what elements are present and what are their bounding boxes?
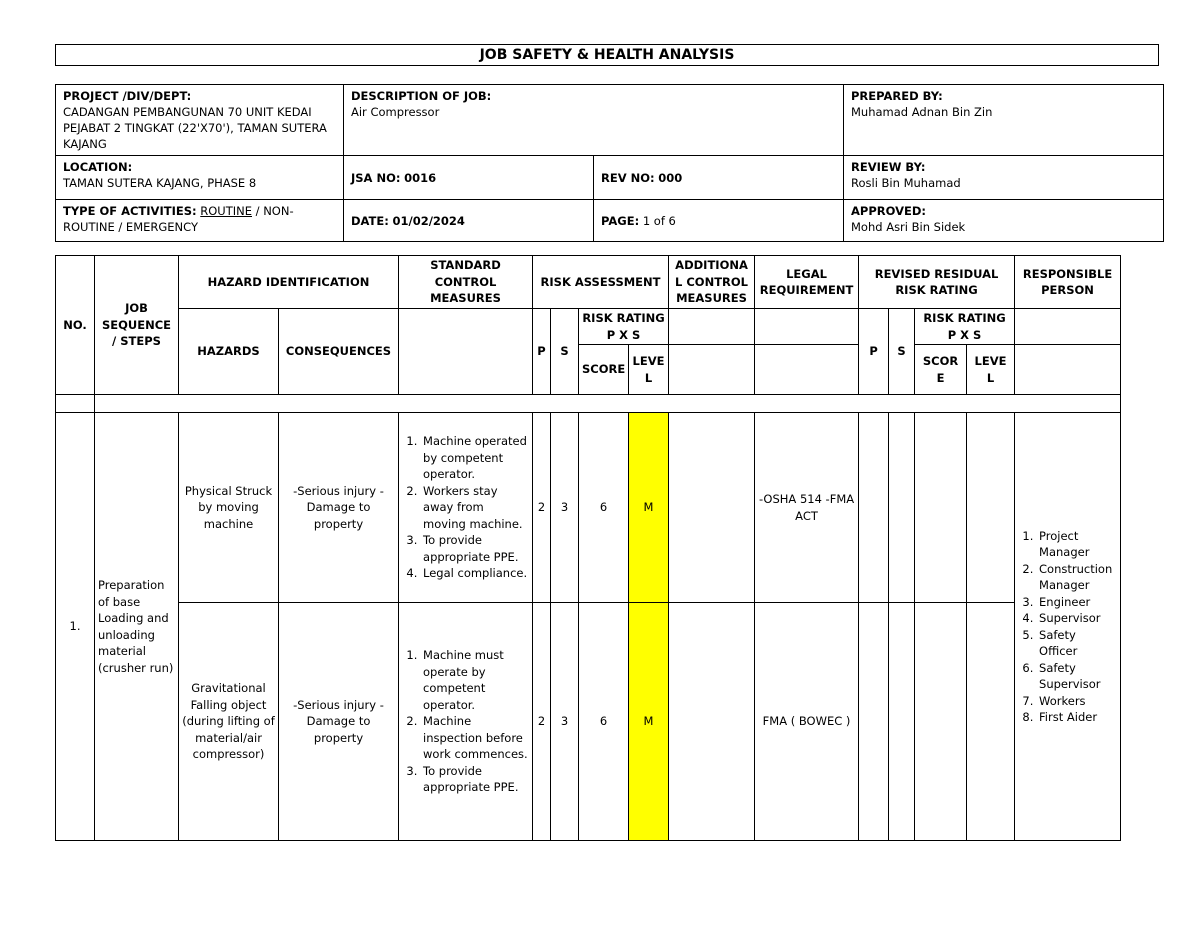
activities-cell <box>56 200 344 242</box>
hazard-2: Gravitational Falling object (during lifting of material/air compressor) <box>179 603 279 841</box>
p-2: 2 <box>533 603 551 841</box>
activities-routine: ROUTINE <box>200 204 253 218</box>
header-revised-p: P <box>859 309 889 395</box>
location-value: TAMAN SUTERA KAJANG, PHASE 8 <box>63 176 257 190</box>
page-label: PAGE: <box>601 213 640 228</box>
header-level: LEVE L <box>629 345 669 395</box>
header-standard-control-blank <box>399 309 533 395</box>
rev-no-label: REV NO: <box>601 170 655 185</box>
header-standard-control: STANDARD CONTROL MEASURES <box>399 256 533 309</box>
page-value: 1 of 6 <box>642 213 676 228</box>
level-1: M <box>629 413 669 603</box>
responsible-item: 5. Safety Officer <box>1037 627 1117 660</box>
job-info-table <box>55 84 1164 242</box>
responsible-item: 7. Workers <box>1037 693 1117 710</box>
header-no: NO. <box>56 256 95 395</box>
score-1: 6 <box>579 413 629 603</box>
header-revised-risk-rating: RISK RATING P X S <box>915 309 1015 345</box>
location-label: LOCATION: <box>63 160 133 174</box>
rev-no-value: 000 <box>658 170 683 185</box>
additional-1 <box>669 413 755 603</box>
jsa-no-label: JSA NO: <box>351 170 401 185</box>
s-1: 3 <box>551 413 579 603</box>
header-revised-level: LEVE L <box>967 345 1015 395</box>
header-risk-rating: RISK RATING P X S <box>579 309 669 345</box>
header-s: S <box>551 309 579 395</box>
responsible-persons <box>1015 413 1121 841</box>
control-item: 3. To provide appropriate PPE. <box>421 532 529 565</box>
header-risk-assessment: RISK ASSESSMENT <box>533 256 669 309</box>
header-legal-blank-2 <box>755 345 859 395</box>
spacer-cell <box>56 395 95 413</box>
page-cell <box>594 200 844 242</box>
description-label: DESCRIPTION OF JOB: <box>351 89 492 103</box>
level-2: M <box>629 603 669 841</box>
row-no: 1. <box>56 413 95 841</box>
responsible-item: 3. Engineer <box>1037 594 1117 611</box>
revised-p-2 <box>859 603 889 841</box>
activities-rest: / NON-ROUTINE / EMERGENCY <box>63 204 294 234</box>
location-cell <box>56 156 344 200</box>
control-item: 2. Workers stay away from moving machine. <box>421 483 529 533</box>
revised-level-1 <box>967 413 1015 603</box>
header-p: P <box>533 309 551 395</box>
score-2: 6 <box>579 603 629 841</box>
prepared-label: PREPARED BY: <box>851 89 943 103</box>
header-responsible-person: RESPONSIBLE PERSON <box>1015 256 1121 309</box>
additional-2 <box>669 603 755 841</box>
approved-cell <box>844 200 1164 242</box>
jsa-table <box>55 255 1121 841</box>
review-value: Rosli Bin Muhamad <box>851 176 961 190</box>
jsa-no-cell <box>344 156 594 200</box>
header-additional-blank-2 <box>669 345 755 395</box>
header-legal-requirement: LEGAL REQUIREMENT <box>755 256 859 309</box>
header-hazards: HAZARDS <box>179 309 279 395</box>
date-cell <box>344 200 594 242</box>
responsible-item: 1. Project Manager <box>1037 528 1117 561</box>
date-value: 01/02/2024 <box>392 213 465 228</box>
approved-label: APPROVED: <box>851 204 926 218</box>
header-additional-blank <box>669 309 755 345</box>
s-2: 3 <box>551 603 579 841</box>
header-additional-control: ADDITIONA L CONTROL MEASURES <box>669 256 755 309</box>
header-legal-blank <box>755 309 859 345</box>
activities-label: TYPE OF ACTIVITIES: <box>63 204 197 218</box>
header-responsible-blank-2 <box>1015 345 1121 395</box>
revised-score-1 <box>915 413 967 603</box>
controls-1 <box>399 413 533 603</box>
date-label: DATE: <box>351 213 389 228</box>
responsible-item: 6. Safety Supervisor <box>1037 660 1117 693</box>
control-item: 1. Machine must operate by competent operator. <box>421 647 529 713</box>
revised-level-2 <box>967 603 1015 841</box>
project-value: CADANGAN PEMBANGUNAN 70 UNIT KEDAI PEJABAT 2 TINGKAT (22'X70'), TAMAN SUTERA KAJANG <box>63 105 327 151</box>
document-title: JOB SAFETY & HEALTH ANALYSIS <box>55 44 1159 66</box>
responsible-item: 4. Supervisor <box>1037 610 1117 627</box>
header-revised-residual: REVISED RESIDUAL RISK RATING <box>859 256 1015 309</box>
project-cell <box>56 85 344 156</box>
project-label: PROJECT /DIV/DEPT: <box>63 89 192 103</box>
revised-s-1 <box>889 413 915 603</box>
revised-p-1 <box>859 413 889 603</box>
header-revised-s: S <box>889 309 915 395</box>
control-item: 4. Legal compliance. <box>421 565 529 582</box>
approved-value: Mohd Asri Bin Sidek <box>851 220 966 234</box>
spacer-row <box>95 395 1121 413</box>
controls-2 <box>399 603 533 841</box>
control-item: 3. To provide appropriate PPE. <box>421 763 529 796</box>
rev-no-cell <box>594 156 844 200</box>
description-value: Air Compressor <box>351 105 440 119</box>
prepared-value: Muhamad Adnan Bin Zin <box>851 105 993 119</box>
revised-score-2 <box>915 603 967 841</box>
legal-1: -OSHA 514 -FMA ACT <box>755 413 859 603</box>
control-item: 2. Machine inspection before work commences. <box>421 713 529 763</box>
hazard-1: Physical Struck by moving machine <box>179 413 279 603</box>
header-revised-score: SCOR E <box>915 345 967 395</box>
description-cell <box>344 85 844 156</box>
control-item: 1. Machine operated by competent operator. <box>421 433 529 483</box>
responsible-item: 8. First Aider <box>1037 709 1117 726</box>
review-cell <box>844 156 1164 200</box>
row-job-sequence: Preparation of base Loading and unloading material (crusher run) <box>95 413 179 841</box>
p-1: 2 <box>533 413 551 603</box>
responsible-item: 2. Construction Manager <box>1037 561 1117 594</box>
header-responsible-blank <box>1015 309 1121 345</box>
review-label: REVIEW BY: <box>851 160 926 174</box>
header-job-sequence: JOB SEQUENCE / STEPS <box>95 256 179 395</box>
revised-s-2 <box>889 603 915 841</box>
legal-2: FMA ( BOWEC ) <box>755 603 859 841</box>
consequence-1: -Serious injury -Damage to property <box>279 413 399 603</box>
consequence-2: -Serious injury -Damage to property <box>279 603 399 841</box>
header-score: SCORE <box>579 345 629 395</box>
prepared-cell <box>844 85 1164 156</box>
header-hazard-identification: HAZARD IDENTIFICATION <box>179 256 399 309</box>
jsa-no-value: 0016 <box>404 170 437 185</box>
header-consequences: CONSEQUENCES <box>279 309 399 395</box>
